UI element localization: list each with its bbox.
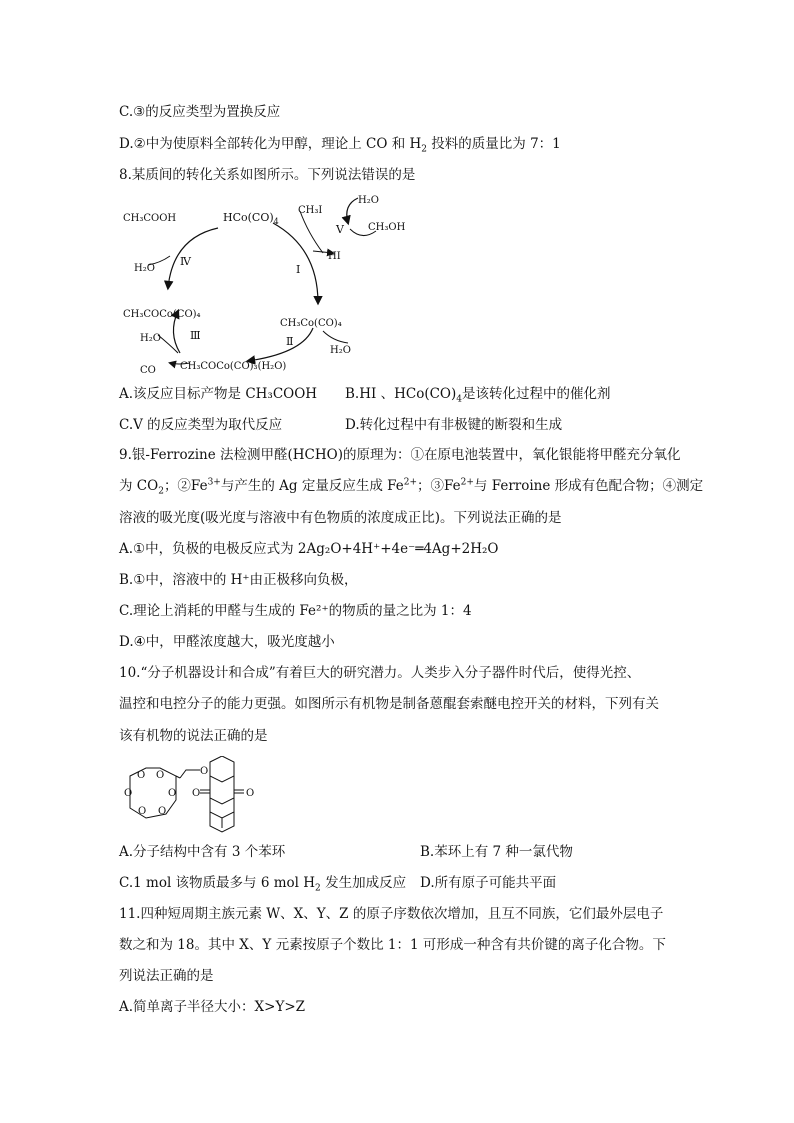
svg-text:O: O	[156, 770, 165, 781]
q9-stem-3: 溶液的吸光度(吸光度与溶液中有色物质的浓度成正比)。下列说法正确的是	[119, 510, 562, 526]
hi-label: HI	[328, 251, 341, 262]
ch3cooh-label: CH₃COOH	[123, 213, 177, 224]
q9-stem-2: 为 $CO_2$；$②Fe^{3+}$与产生的 Ag 定量反应生成 $Fe^{2+}$；$③Fe^{2+}$与 Ferroine 形成有色配合物；④测定	[119, 477, 704, 497]
roman-v: Ⅴ	[336, 223, 344, 236]
svg-text:O: O	[138, 806, 147, 817]
svg-text:O: O	[200, 766, 209, 777]
svg-text:O: O	[137, 770, 146, 781]
q10-option-a: A.分子结构中含有 3 个苯环	[119, 844, 286, 860]
q11-option-a: A.简单离子半径大小：X>Y>Z	[119, 999, 306, 1015]
ch3co4-label: CH₃Co(CO)₄	[280, 318, 342, 329]
q11-stem-1: 11.四种短周期主族元素 W、X、Y、Z 的原子序数依次增加，且互不同族，它们最外层电子	[119, 906, 664, 922]
roman-i: Ⅰ	[296, 263, 301, 276]
q10-molecule-structure	[118, 756, 268, 834]
h2o-v-label: H₂O	[358, 195, 379, 206]
svg-text:O: O	[124, 788, 133, 799]
q9-stem-1: 9.银-Ferrozine 法检测甲醛(HCHO)的原理为：①在原电池装置中，氧化银能将甲醛充分氧化	[119, 447, 681, 463]
svg-text:O: O	[192, 788, 201, 799]
q9-option-c: C.理论上消耗的甲醛与生成的 Fe²⁺的物质的量之比为 1：4	[119, 603, 472, 619]
h2o-iv-label: H₂O	[134, 263, 155, 274]
q10-stem-1: 10.“分子机器设计和合成”有着巨大的研究潜力。人类步入分子器件时代后，使得光控、	[119, 665, 641, 681]
h2o-iii-label: H₂O	[140, 333, 161, 344]
q8-option-d: D.转化过程中有非极键的断裂和生成	[345, 417, 563, 433]
arrow-ii	[248, 328, 313, 361]
roman-iv: Ⅳ	[180, 255, 191, 268]
q10-option-c: C.1 mol 该物质最多与 6 mol $H_2$ 发生加成反应	[119, 875, 407, 894]
roman-iii: Ⅲ	[190, 329, 201, 342]
arrow-iv	[168, 228, 218, 288]
q8-option-b: B.HI 、$HCo(CO)_4$是该转化过程中的催化剂	[345, 386, 611, 405]
q10-option-d: D.所有原子可能共平面	[420, 875, 557, 891]
q9-option-d: D.④中，甲醛浓度越大，吸光度越小	[119, 634, 335, 650]
q7-option-d: D.②中为使原料全部转化为甲醇，理论上 CO 和 $H_2$ 投料的质量比为 7：1	[119, 136, 561, 155]
ch3oh-label: CH₃OH	[368, 222, 406, 233]
q8-option-c: C.V 的反应类型为取代反应	[119, 417, 283, 433]
ch3i-label: CH₃I	[298, 205, 323, 216]
q9-option-b: B.①中，溶液中的 H⁺由正极移向负极，	[119, 572, 358, 588]
q11-stem-3: 列说法正确的是	[119, 968, 214, 984]
q10-stem-2: 温控和电控分子的能力更强。如图所示有机物是制备蒽醌套索醚电控开关的材料，下列有关	[119, 696, 659, 712]
co-iii-label: CO	[140, 365, 156, 376]
svg-text:O: O	[158, 806, 167, 817]
q9-option-a: A.①中，负极的电极反应式为 2Ag₂O+4H⁺+4e⁻═4Ag+2H₂O	[119, 541, 499, 557]
q11-stem-2: 数之和为 18。其中 X、Y 元素按原子个数比 1：1 可形成一种含有共价键的离子化合物。下	[119, 937, 666, 953]
h2o-ii-label: H₂O	[330, 345, 351, 356]
svg-text:O: O	[246, 788, 255, 799]
q7-option-c: C.③的反应类型为置换反应	[119, 104, 281, 120]
svg-text:O: O	[168, 788, 177, 799]
ch3coco3-label: CH₃COCo(CO)₃(H₂O)	[180, 361, 287, 372]
q10-option-b: B.苯环上有 7 种一氯代物	[420, 844, 573, 860]
ch3coco4-label: CH₃COCo(CO)₄	[123, 309, 201, 320]
q8-stem: 8.某质间的转化关系如图所示。下列说法错误的是	[119, 167, 416, 183]
hco-label: $HCo(CO)_4$	[223, 211, 279, 226]
roman-ii: Ⅱ	[286, 335, 294, 348]
q8-cycle-diagram	[118, 193, 418, 378]
q10-stem-3: 该有机物的说法正确的是	[119, 728, 268, 744]
q8-option-a: A.该反应目标产物是 CH₃COOH	[119, 386, 318, 402]
